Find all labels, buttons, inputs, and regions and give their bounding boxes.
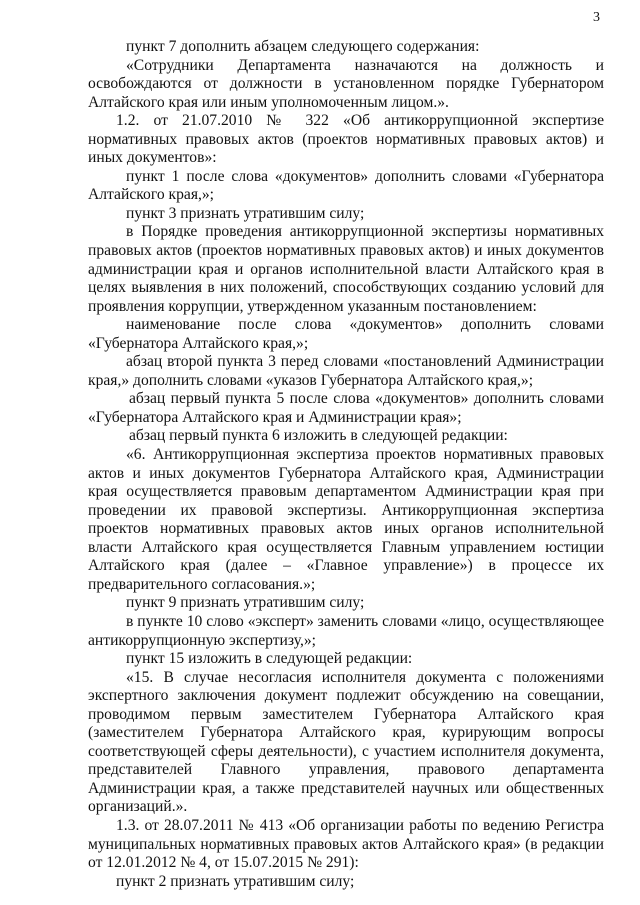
paragraph-15: «15. В случае несогласия исполнителя документа с положениями экспертного заключения документ подлежит обсуждению на совещании, проводимом первым заместителем Губернатора Алтайского края (заместителем Губернатора Алтайского края, курирующим вопросы соответствующей сферы деятельности), с участием исполнителя документа, представителей Главного управления, правового департамента Администрации края, а также представителей научных или общественных организаций.». <box>88 668 604 816</box>
paragraph-11: «6. Антикоррупционная экспертиза проектов нормативных правовых актов и иных документов Губернатора Алтайского края, Администрации края осуществляется правовым департаментом Администрации края при проведении их правовой экспертизы. Антикоррупционная экспертиза проектов нормативных правовых актов иных органов исполнительной власти Алтайского края осуществляется Главным управлением юстиции Алтайского края (далее – «Главное управление») в процессе их предварительного согласования.»; <box>88 446 604 593</box>
document-body <box>88 38 604 891</box>
paragraph-9: абзац первый пункта 5 после слова «документов» дополнить словами «Губернатора Алтайского края и Администрации края»; <box>88 390 604 426</box>
paragraph-17: пункт 2 признать утратившим силу; <box>116 872 355 890</box>
paragraph-2: «Сотрудники Департамента назначаются на должность и освобождаются от должности в установленном порядке Губернатором Алтайского края или иным уполномоченным лицом.». <box>88 56 604 111</box>
paragraph-8: абзац второй пункта 3 перед словами «постановлений Администрации края,» дополнить словами «указов Губернатора Алтайского края,»; <box>88 353 604 389</box>
paragraph-14: пункт 15 изложить в следующей редакции: <box>126 650 413 668</box>
paragraph-6: в Порядке проведения антикоррупционной экспертизы нормативных правовых актов (проектов нормативных правовых актов) и иных документов администрации края и органов исполнительной власти Алтайского края в целях выявления в них положений, способствующих созданию условий для проявления коррупции, утвержденном указанным постановлением: <box>88 223 604 315</box>
paragraph-12: пункт 9 признать утратившим силу; <box>126 594 365 612</box>
paragraph-1: пункт 7 дополнить абзацем следующего содержания: <box>126 38 480 55</box>
paragraph-5: пункт 3 признать утратившим силу; <box>126 204 365 222</box>
page-number: 3 <box>593 10 600 25</box>
paragraph-13: в пункте 10 слово «эксперт» заменить словами «лицо, осуществляющее антикоррупционную экспертизу,»; <box>88 612 604 649</box>
paragraph-16: 1.3. от 28.07.2011 № 413 «Об организации работы по ведению Регистра муниципальных нормативных правовых актов Алтайского края» (в редакции от 12.01.2012 № 4, от 15.07.2015 № 291): <box>88 816 604 872</box>
paragraph-4: пункт 1 после слова «документов» дополнить словами «Губернатора Алтайского края,»; <box>88 167 604 204</box>
paragraph-3: 1.2. от 21.07.2010 № 322 «Об антикоррупционной экспертизе нормативных правовых актов (проектов нормативных правовых актов) и иных документов»: <box>88 112 604 167</box>
paragraph-7: наименование после слова «документов» дополнить словами «Губернатора Алтайского края,»; <box>88 316 604 352</box>
paragraph-10: абзац первый пункта 6 изложить в следующей редакции: <box>129 427 508 445</box>
